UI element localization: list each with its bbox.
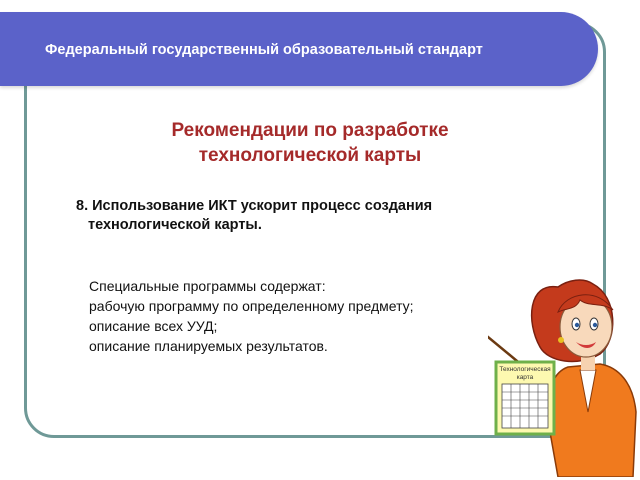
point-line-1: 8. Использование ИКТ ускорит процесс создания xyxy=(76,198,433,214)
teacher-illustration xyxy=(488,262,638,477)
list-item: рабочую программу по определенному предмету; xyxy=(89,298,414,314)
board-label-line-1: Технологическая xyxy=(499,366,551,373)
banner-title: Федеральный государственный образовательный стандарт xyxy=(45,42,483,58)
slide-subtitle xyxy=(110,118,510,168)
point-8 xyxy=(76,197,496,235)
programs-list xyxy=(89,276,509,356)
subtitle-line-2: технологической карты xyxy=(198,145,422,166)
list-item: описание всех УУД; xyxy=(89,318,218,334)
list-item: описание планируемых результатов. xyxy=(89,338,328,354)
point-line-2: технологической карты. xyxy=(88,217,262,233)
board-label-line-2: карта xyxy=(516,374,534,381)
list-item: Специальные программы содержат: xyxy=(89,278,326,294)
subtitle-line-1: Рекомендации по разработке xyxy=(171,120,449,141)
